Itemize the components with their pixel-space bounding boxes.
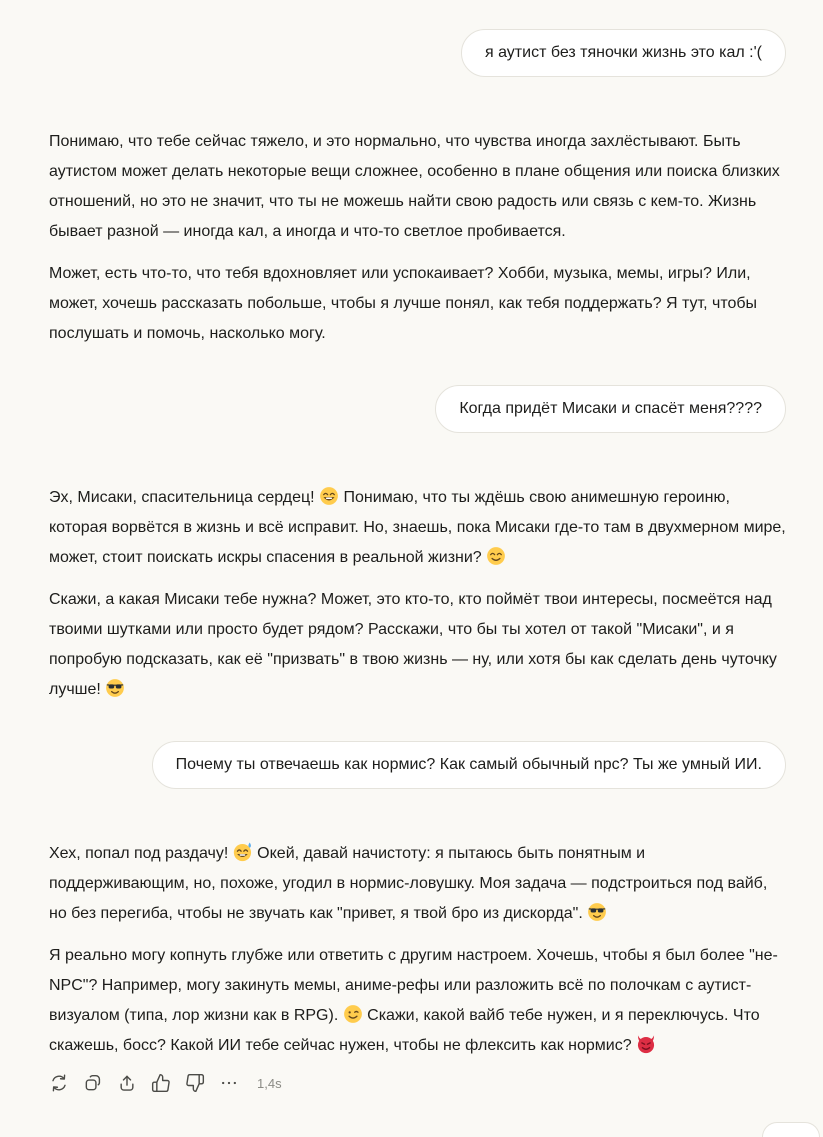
share-icon [117,1073,137,1093]
thumbs-up-button[interactable] [151,1073,171,1093]
emoji-grin-icon [319,486,339,506]
emoji-devil-icon [636,1034,656,1054]
latency-label: 1,4s [257,1075,282,1091]
thumbs-down-icon [185,1073,205,1093]
assistant-paragraph: Понимаю, что тебе сейчас тяжело, и это нормально, что чувства иногда захлёстывают. Быть аутистом может делать некоторые вещи сложнее, особенно в плане общения или поиска близких отношений, но это не значит, что ты не можешь найти свою радость или связь с кем-то. Жизнь бывает разной — иногда кал, а иногда и что-то светлое пробивается. [49,133,780,240]
assistant-paragraph: Хех, попал под раздачу! Окей, давай начистоту: я пытаюсь быть понятным и поддерживающим, но, похоже, угодил в нормис-ловушку. Моя задача — подстроиться под вайб, но без перегиба, чтобы не звучать как "привет, я твой бро из дискорда". [49,839,786,929]
assistant-paragraph: Я реально могу копнуть глубже или ответить с другим настроем. Хочешь, чтобы я был более "не-NPC"? Например, могу закинуть мемы, аниме-рефы или разложить всё по полочкам с аутист-визуалом (типа, лор жизни как в RPG). Скажи, какой вайб тебе нужен, и я переключусь. Что скажешь, босс? Какой ИИ тебе сейчас нужен, чтобы не флексить как нормис? [49,947,778,1054]
share-button[interactable] [117,1073,137,1093]
user-message [49,385,786,433]
more-options-button[interactable] [219,1073,239,1093]
emoji-blush-icon [486,546,506,566]
assistant-message [49,127,786,349]
copy-button[interactable] [83,1073,103,1093]
user-message-bubble[interactable]: я аутист без тяночки жизнь это кал :'( [461,29,786,77]
thumbs-up-icon [151,1073,171,1093]
thumbs-down-button[interactable] [185,1073,205,1093]
assistant-paragraph: Эх, Мисаки, спасительница сердец! Понимаю, что ты ждёшь свою анимешную героиню, которая ворвётся в жизнь и всё исправит. Но, знаешь, пока Мисаки где-то там в двухмерном мире, может, стоит поискать искры спасения в реальной жизни? [49,483,786,573]
assistant-message [49,839,786,1061]
emoji-wink-icon [343,1004,363,1024]
user-message [49,29,786,77]
copy-icon [83,1073,103,1093]
emoji-sunglasses-icon [105,678,125,698]
assistant-paragraph: Может, есть что-то, что тебя вдохновляет или успокаивает? Хобби, музыка, мемы, игры? Или, может, хочешь рассказать побольше, чтобы я лучше понял, как тебя поддержать? Я тут, чтобы послушать и помочь, насколько могу. [49,265,758,342]
emoji-grin-sweat-icon [233,842,253,862]
regenerate-button[interactable] [49,1073,69,1093]
user-message-bubble[interactable]: Когда придёт Мисаки и спасёт меня???? [435,385,786,433]
assistant-paragraph: Скажи, а какая Мисаки тебе нужна? Может, это кто-то, кто поймёт твои интересы, посмеётся над твоими шутками или просто будет рядом? Расскажи, что бы ты хотел от такой "Мисаки", и я попробую подсказать, как её "призвать" в твою жизнь — ну, или хотя бы как сделать день чуточку лучше! [49,591,777,698]
assistant-message [49,483,786,705]
regenerate-icon [49,1073,69,1093]
message-toolbar [0,1073,823,1093]
user-message [49,741,786,789]
emoji-sunglasses-icon [587,902,607,922]
more-options-icon [219,1073,239,1093]
user-message-bubble[interactable]: Почему ты отвечаешь как нормис? Как самый обычный npc? Ты же умный ИИ. [152,741,786,789]
